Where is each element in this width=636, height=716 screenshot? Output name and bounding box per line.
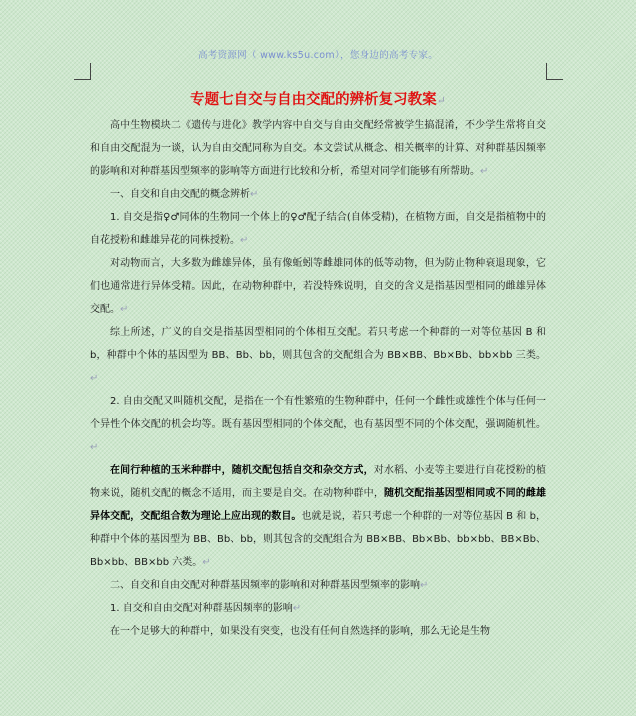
body-text: 1. 自交是指♀♂同体的生物同一个体上的♀♂配子结合(自体受精)，在植物方面，自交是指植物中的自花授粉和雌雄异花的同株授粉。 xyxy=(90,212,546,246)
margin-corner-left xyxy=(74,63,91,80)
paragraph-mark-icon: ↵ xyxy=(240,235,249,246)
paragraph xyxy=(90,390,546,459)
paragraph xyxy=(90,574,546,597)
paragraph xyxy=(90,620,546,643)
paragraph xyxy=(90,114,546,183)
paragraph xyxy=(90,597,546,620)
bold-text: 随机交配指基因型相同或不同的雌雄异体交配，交配组合数为理论上应出现的数目。 xyxy=(90,488,547,522)
margin-corner-right xyxy=(546,63,563,80)
paragraph xyxy=(90,321,546,390)
body-text: 1. 自交和自由交配对种群基因频率的影响 xyxy=(110,603,293,614)
paragraph xyxy=(90,206,546,252)
paragraph-mark-icon: ↵ xyxy=(90,442,99,453)
paragraph-mark-icon: ↵ xyxy=(420,580,429,591)
document-body xyxy=(90,114,546,643)
body-text: 高中生物模块二《遗传与进化》教学内容中自交与自由交配经常被学生搞混淆，不少学生常将自交和自由交配混为一谈，认为自由交配同称为自交。本文尝试从概念、相关概率的计算、对种群基因频率的影响和对种群基因型频率的影响等方面进行比较和分析，希望对同学们能够有所帮助。 xyxy=(90,120,546,177)
bold-text: 在间行种植的玉米种群中，随机交配包括自交和杂交方式， xyxy=(110,465,374,476)
paragraph-mark-icon: ↵ xyxy=(436,94,446,107)
body-text: 对动物而言，大多数为雌雄异体，虽有像蚯蚓等雌雄同体的低等动物，但为防止物种衰退现象，它们也通常进行异体受精。因此，在动物种群中，若没特殊说明，自交的含义是指基因型相同的雌雄异体交配。 xyxy=(90,258,546,315)
body-text: 也就是说，若只考虑一个种群的一对等位基因 B 和 b，种群中个体的基因型为 BB、Bb、bb，则其包含的交配组合为 BB×BB、Bb×Bb、bb×bb、BB×Bb、Bb×bb、BB×bb 六类。 xyxy=(90,511,546,568)
paragraph-mark-icon: ↵ xyxy=(120,304,129,315)
title-text: 专题七自交与自由交配的辨析复习教案 xyxy=(190,91,437,108)
body-text: 综上所述，广义的自交是指基因型相同的个体相互交配。若只考虑一个种群的一对等位基因 B 和 b，种群中个体的基因型为 BB、Bb、bb，则其包含的交配组合为 BB×BB、Bb×Bb、bb×bb 三类。 xyxy=(90,327,546,361)
paragraph xyxy=(90,183,546,206)
paragraph-mark-icon: ↵ xyxy=(90,373,99,384)
body-text: 一、自交和自由交配的概念辨析 xyxy=(110,189,250,200)
paragraph-mark-icon: ↵ xyxy=(292,603,302,614)
document-title xyxy=(0,88,636,109)
body-text: 对水稻、小麦等主要进行自花授粉的植物来说，随机交配的概念不适用，而主要是自交。在动物种群中， xyxy=(90,465,547,499)
paragraph xyxy=(90,459,546,574)
paragraph-mark-icon: ↵ xyxy=(480,166,489,177)
paragraph xyxy=(90,252,546,321)
body-text: 二、自交和自由交配对种群基因频率的影响和对种群基因型频率的影响 xyxy=(110,580,420,591)
paragraph-mark-icon: ↵ xyxy=(202,557,211,568)
body-text: 在一个足够大的种群中，如果没有突变，也没有任何自然选择的影响，那么无论是生物 xyxy=(110,626,490,637)
paragraph-mark-icon: ↵ xyxy=(250,189,259,200)
body-text: 2. 自由交配又叫随机交配，是指在一个有性繁殖的生物种群中，任何一个雌性或雄性个体与任何一个异性个体交配的机会均等。既有基因型相同的个体交配，也有基因型不同的个体交配，强调随机性。 xyxy=(90,396,546,430)
page-header: 高考资源网（ www.ks5u.com），您身边的高考专家。 xyxy=(197,50,439,61)
